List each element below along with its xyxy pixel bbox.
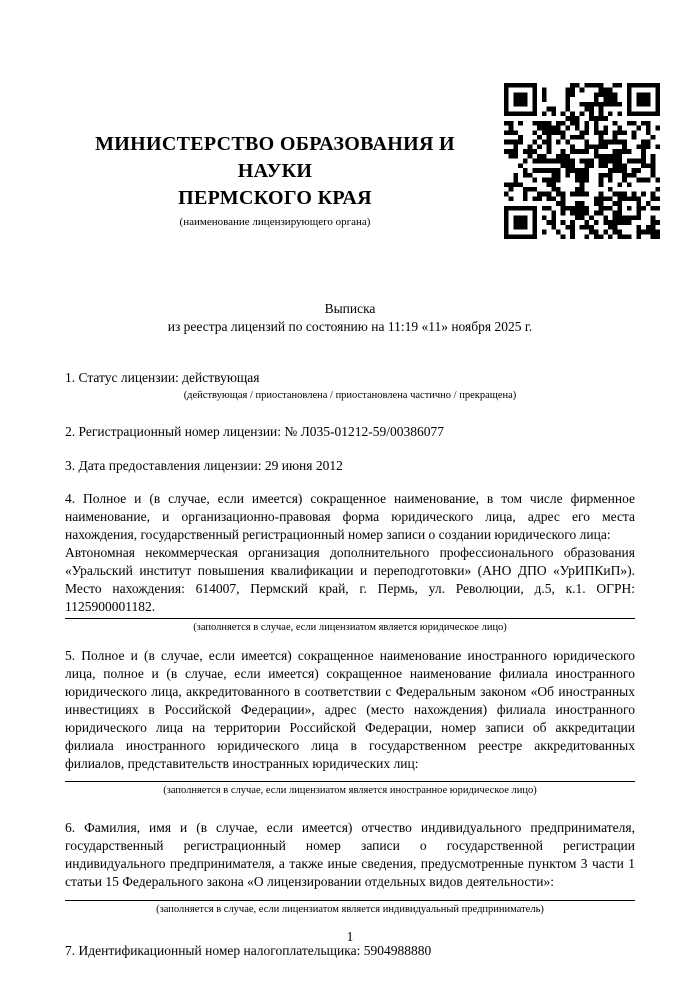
individual-underline xyxy=(65,900,635,901)
doc-heading: Выписка xyxy=(324,301,376,316)
item-grant-date: 3. Дата предоставления лицензии: 29 июня 2012 xyxy=(65,458,343,473)
licensing-authority-header xyxy=(65,131,485,228)
ministry-caption: (наименование лицензирующего органа) xyxy=(179,216,371,228)
doc-subheading: из реестра лицензий по состоянию на 11:19 «11» ноября 2025 г. xyxy=(167,319,533,334)
item-license-status-caption: (действующая / приостановлена / приостановлена частично / прекращена) xyxy=(183,390,517,401)
document-body xyxy=(65,300,635,960)
ministry-title-line2: ПЕРМСКОГО КРАЯ xyxy=(178,187,372,209)
foreign-entity-underline xyxy=(65,781,635,782)
item-foreign-entity-caption: (заполняется в случае, если лицензиатом является иностранное юридическое лицо) xyxy=(163,785,537,796)
item-individual-caption: (заполняется в случае, если лицензиатом является индивидуальный предприниматель) xyxy=(156,904,544,915)
item-registration-number: 2. Регистрационный номер лицензии: № Л035-01212-59/00386077 xyxy=(65,424,445,439)
qr-code-icon xyxy=(504,83,660,239)
item-legal-entity-caption: (заполняется в случае, если лицензиатом является юридическое лицо) xyxy=(193,622,507,633)
item-legal-entity-value: Автономная некоммерческая организация дополнительного профессионального образования «Уральский институт повышения квалификации и переподготовки» (АНО ДПО «УрИПКиП»). Место нахождения: 614007, Пермский край, г. Пермь, ул. Революции, д.5, к.1. ОГРН: 1125900001182. xyxy=(65,545,635,614)
page-number: 1 xyxy=(346,929,354,944)
item-taxpayer-number: 7. Идентификационный номер налогоплательщика: 5904988880 xyxy=(65,943,432,958)
item-individual-label: 6. Фамилия, имя и (в случае, если имеется) отчество индивидуального предпринимателя, государственный регистрационный номер записи о государственной регистрации индивидуального предпринимателя, а также иные сведения, предусмотренные пунктом 3 части 1 статьи 15 Федерального закона «О лицензировании отдельных видов деятельности»: xyxy=(65,820,635,889)
item-legal-entity-label: 4. Полное и (в случае, если имеется) сокращенное наименование, в том числе фирменное наименование, и организационно-правовая форма юридического лица, адрес его места нахождения, государственный регистрационный номер записи о создании юридического лица: xyxy=(65,491,635,542)
item-license-status: 1. Статус лицензии: действующая xyxy=(65,370,260,385)
ministry-title-line1: МИНИСТЕРСТВО ОБРАЗОВАНИЯ И НАУКИ xyxy=(95,133,455,182)
item-foreign-entity-label: 5. Полное и (в случае, если имеется) сокращенное наименование иностранного юридического лица, полное и (в случае, если имеется) сокращенное наименование филиала иностранного юридического лица, аккредитованного в соответствии с Федеральным законом «Об иностранных инвестициях в Российской Федерации», адрес (место нахождения) филиала иностранного юридического лица на территории Российской Федерации, номер записи об аккредитации филиала иностранного юридического лица в государственном реестре аккредитованных филиалов, представительств иностранных юридических лиц: xyxy=(65,648,635,771)
legal-entity-underline xyxy=(65,618,635,619)
